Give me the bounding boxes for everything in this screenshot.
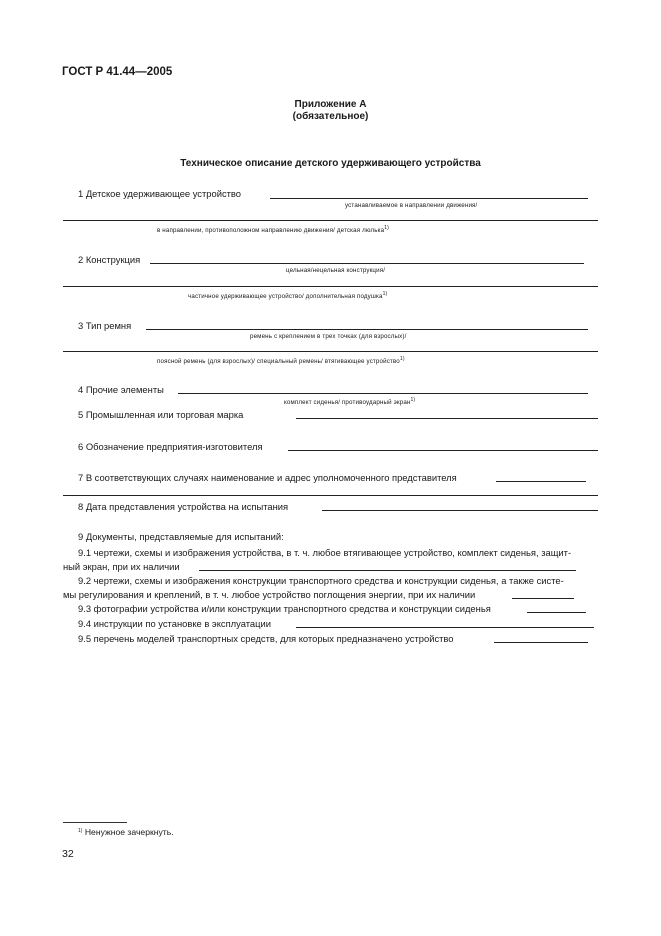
item-9-2-fill[interactable] (512, 598, 574, 599)
item-9-5: 9.5 перечень моделей транспортных средств, для которых предназначено устройство (78, 633, 454, 644)
item-9-1-line-2: ный экран, при их наличии (63, 561, 180, 572)
item-3-label: 3 Тип ремня (78, 320, 132, 331)
item-1-label: 1 Детское удерживающее устройство (78, 188, 242, 199)
item-2-label: 2 Конструкция (78, 254, 141, 265)
footnote-divider (63, 822, 127, 823)
item-9-4: 9.4 инструкции по установке в эксплуатации (78, 618, 271, 629)
item-2-hint-2: частичное удерживающее устройство/ дополнительная подушка$^{1)}$ (188, 291, 388, 300)
item-6-line[interactable] (288, 450, 598, 451)
item-4-line[interactable] (178, 393, 588, 394)
item-5-line[interactable] (296, 418, 598, 419)
item-3-line-2[interactable] (63, 351, 598, 352)
item-9-1-line-1: 9.1 чертежи, схемы и изображения устройства, в т. ч. любое втягивающее устройство, комплект сиденья, защит- (78, 547, 572, 558)
item-2-line[interactable] (150, 263, 584, 264)
document-header: ГОСТ Р 41.44—2005 (62, 66, 173, 78)
item-9-2-line-2: мы регулирования и креплений, в т. ч. любое устройство поглощения энергии, при их наличии (63, 589, 476, 600)
item-2-line-2[interactable] (63, 286, 598, 287)
item-7-line-2[interactable] (63, 495, 598, 496)
item-9-4-fill[interactable] (296, 627, 594, 628)
item-4-hint-1: комплект сиденья/ противоударный экран$^{1)}$ (284, 397, 416, 406)
item-6-label: 6 Обозначение предприятия-изготовителя (78, 441, 263, 452)
item-9-3-fill[interactable] (527, 612, 586, 613)
section-title: Техническое описание детского удерживающего устройства (180, 158, 481, 169)
item-2-hint-1: цельная/нецельная конструкция/ (286, 267, 386, 274)
item-3-line[interactable] (146, 329, 588, 330)
item-1-hint-1: устанавливаемое в направлении движения/ (345, 202, 478, 209)
item-3-hint-1: ремень с креплением в трех точках (для взрослых)/ (250, 333, 407, 340)
item-9-5-fill[interactable] (494, 642, 588, 643)
annex-title: Приложение А (294, 99, 367, 110)
footnote: $^{1)}$ Ненужное зачеркнуть. (78, 827, 174, 837)
item-9-2-line-1: 9.2 чертежи, схемы и изображения конструкции транспортного средства и конструкции сиденья, а также систе- (78, 575, 564, 586)
item-1-line[interactable] (270, 198, 588, 199)
item-9-label: 9 Документы, представляемые для испытаний: (78, 531, 284, 542)
item-5-label: 5 Промышленная или торговая марка (78, 409, 244, 420)
item-9-3: 9.3 фотографии устройства и/или конструкции транспортного средства и конструкции сиденья (78, 603, 491, 614)
item-7-label: 7 В соответствующих случаях наименование и адрес уполномоченного представителя (78, 472, 457, 483)
item-4-label: 4 Прочие элементы (78, 384, 164, 395)
item-8-line[interactable] (322, 510, 598, 511)
annex-status: (обязательное) (292, 111, 369, 122)
item-8-label: 8 Дата представления устройства на испытания (78, 501, 289, 512)
item-3-hint-2: поясной ремень (для взрослых)/ специальный ремень/ втягивающее устройство$^{1)}$ (157, 356, 405, 365)
item-1-line-2[interactable] (63, 220, 598, 221)
item-7-line[interactable] (496, 481, 586, 482)
page-number: 32 (62, 848, 74, 860)
item-1-hint-2: в направлении, противоположном направлению движения/ детская люлька$^{1)}$ (157, 225, 389, 234)
item-9-1-fill[interactable] (199, 570, 576, 571)
